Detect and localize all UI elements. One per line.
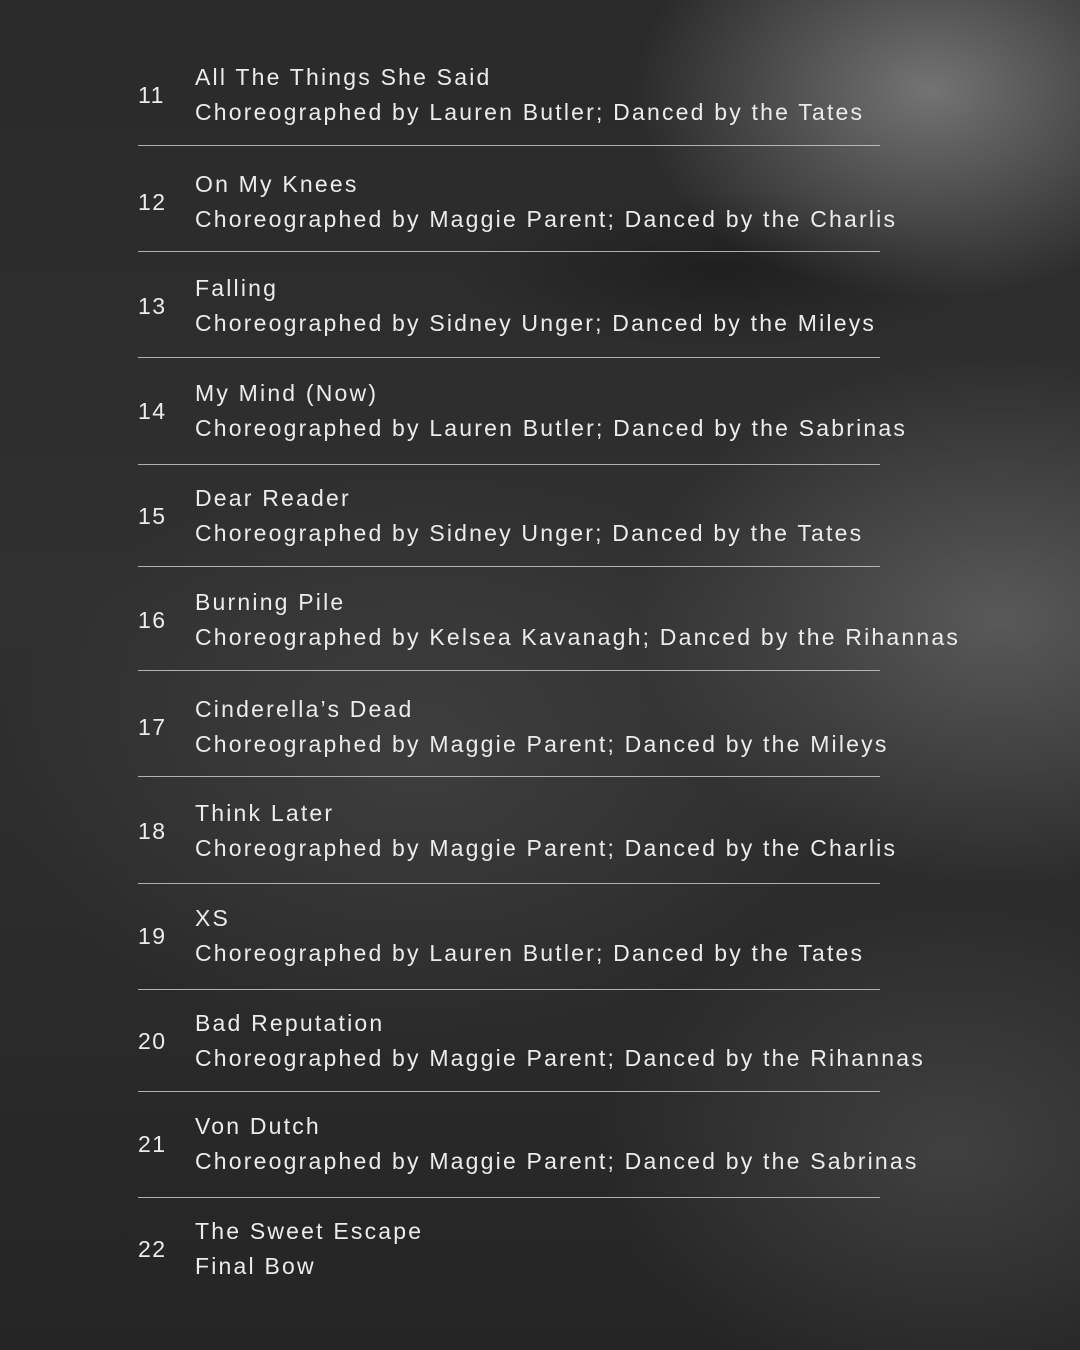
item-credit: Choreographed by Kelsea Kavanagh; Danced by the Rihannas bbox=[195, 624, 961, 650]
divider bbox=[138, 251, 880, 252]
item-credit: Choreographed by Sidney Unger; Danced by the Tates bbox=[195, 520, 864, 546]
item-number: 13 bbox=[138, 293, 167, 319]
item-number: 11 bbox=[138, 82, 165, 108]
divider bbox=[138, 145, 880, 146]
item-number: 12 bbox=[138, 189, 167, 215]
divider bbox=[138, 357, 880, 358]
divider bbox=[138, 989, 880, 990]
item-number: 14 bbox=[138, 398, 167, 424]
item-title: All The Things She Said bbox=[195, 64, 492, 90]
item-number: 20 bbox=[138, 1028, 167, 1054]
item-title: On My Knees bbox=[195, 171, 359, 197]
item-number: 19 bbox=[138, 923, 167, 949]
item-credit: Choreographed by Maggie Parent; Danced by the Sabrinas bbox=[195, 1148, 919, 1174]
item-title: My Mind (Now) bbox=[195, 380, 379, 406]
item-credit: Choreographed by Lauren Butler; Danced by the Sabrinas bbox=[195, 415, 908, 441]
item-title: Von Dutch bbox=[195, 1113, 321, 1139]
item-number: 22 bbox=[138, 1236, 167, 1262]
item-credit: Choreographed by Lauren Butler; Danced by the Tates bbox=[195, 940, 865, 966]
item-credit: Choreographed by Maggie Parent; Danced by the Charlis bbox=[195, 835, 898, 861]
divider bbox=[138, 464, 880, 465]
item-number: 18 bbox=[138, 818, 167, 844]
item-credit: Choreographed by Sidney Unger; Danced by the Mileys bbox=[195, 310, 877, 336]
item-title: XS bbox=[195, 905, 231, 931]
item-number: 15 bbox=[138, 503, 167, 529]
item-credit: Choreographed by Maggie Parent; Danced by the Mileys bbox=[195, 731, 889, 757]
item-title: Burning Pile bbox=[195, 589, 346, 615]
item-credit: Choreographed by Maggie Parent; Danced by the Rihannas bbox=[195, 1045, 925, 1071]
item-title: Dear Reader bbox=[195, 485, 351, 511]
divider bbox=[138, 776, 880, 777]
item-credit: Final Bow bbox=[195, 1253, 316, 1279]
item-credit: Choreographed by Lauren Butler; Danced by the Tates bbox=[195, 99, 865, 125]
item-title: Think Later bbox=[195, 800, 335, 826]
item-number: 21 bbox=[138, 1131, 167, 1157]
item-title: Falling bbox=[195, 275, 279, 301]
divider bbox=[138, 566, 880, 567]
item-credit: Choreographed by Maggie Parent; Danced by the Charlis bbox=[195, 206, 898, 232]
divider bbox=[138, 670, 880, 671]
item-title: Bad Reputation bbox=[195, 1010, 385, 1036]
divider bbox=[138, 1197, 880, 1198]
item-title: Cinderella’s Dead bbox=[195, 696, 414, 722]
divider bbox=[138, 883, 880, 884]
item-number: 16 bbox=[138, 607, 167, 633]
item-title: The Sweet Escape bbox=[195, 1218, 424, 1244]
item-number: 17 bbox=[138, 714, 167, 740]
divider bbox=[138, 1091, 880, 1092]
